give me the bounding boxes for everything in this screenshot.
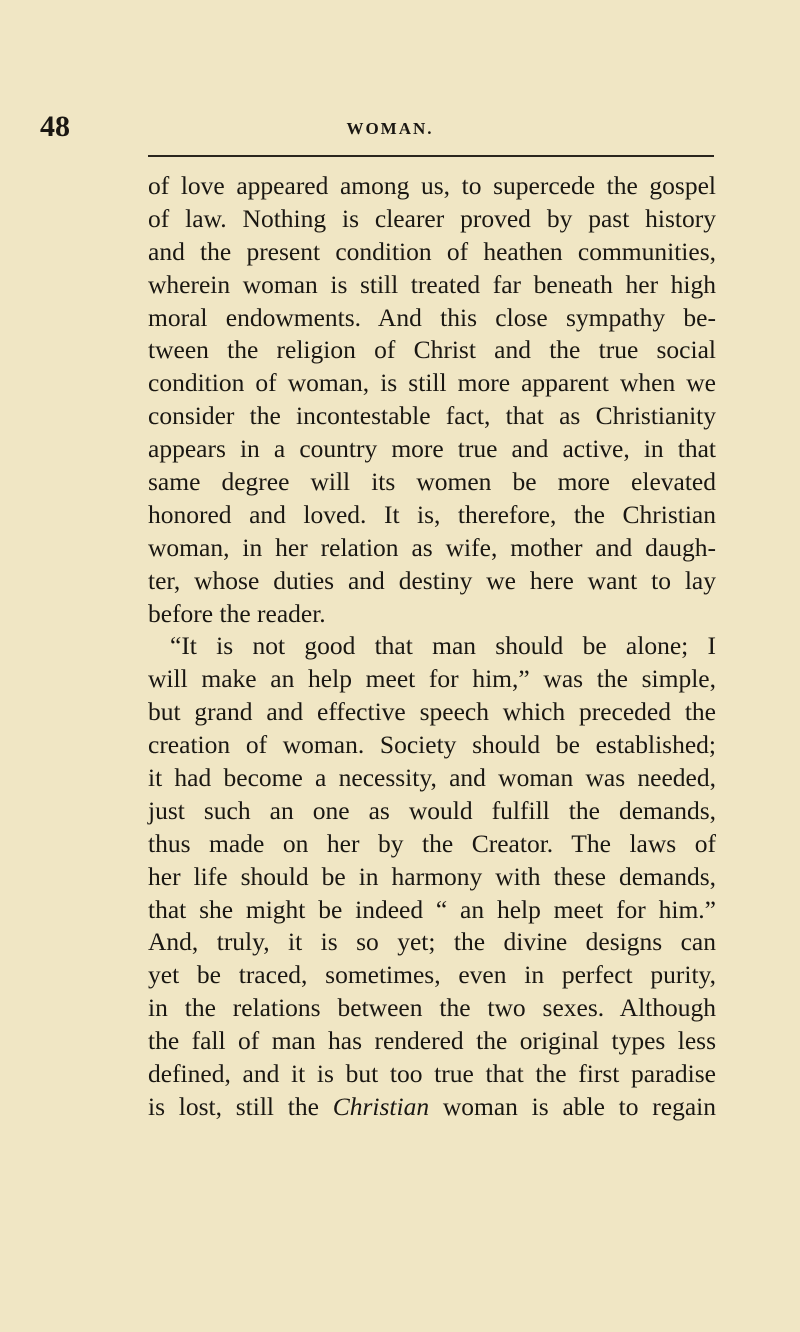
text-line: moral endowments. And this close sympathy be- [148,302,716,332]
body-text [148,170,716,1124]
text-line: woman, in her relation as wife, mother and daugh- [148,532,716,562]
text-line: honored and loved. It is, therefore, the Christian [148,499,716,529]
page-header [40,112,740,142]
text-line: appears in a country more true and active, in that [148,434,716,464]
running-title: WOMAN. [346,119,434,138]
paragraph-end-line: before the reader. [148,598,326,628]
text-line: thus made on her by the Creator. The laws of [148,828,716,858]
text-line-final [148,1091,716,1124]
text-fragment: woman is able to regain [429,1091,716,1121]
text-line: will make an help meet for him,” was the simple, [148,664,716,694]
text-line: consider the incontestable fact, that as Christianity [148,401,716,431]
text-line: just such an one as would fulfill the demands, [148,795,716,825]
text-line: of law. Nothing is clearer proved by past history [148,203,716,233]
text-line: creation of woman. Society should be established; [148,730,716,760]
text-line: wherein woman is still treated far beneath her high [148,269,716,299]
text-line: her life should be in harmony with these demands, [148,861,716,891]
text-line: condition of woman, is still more apparent when we [148,368,716,398]
text-line: tween the religion of Christ and the true social [148,335,716,365]
text-line: And, truly, it is so yet; the divine designs can [148,927,716,957]
text-line: defined, and it is but too true that the first paradise [148,1059,716,1089]
text-line: and the present condition of heathen communities, [148,236,716,266]
italic-word: Christian [332,1091,430,1121]
text-fragment: is lost, still the [148,1091,333,1121]
paragraph-start-line: “It is not good that man should be alone; I [170,631,716,661]
header-rule [148,155,714,157]
text-line: but grand and effective speech which preceded the [148,697,716,727]
text-line: the fall of man has rendered the original types less [148,1026,716,1056]
text-line: same degree will its women be more elevated [148,467,716,497]
text-line: of love appeared among us, to supercede the gospel [148,171,716,200]
text-line: it had become a necessity, and woman was needed, [148,763,716,793]
page-number: 48 [40,110,70,143]
text-line: that she might be indeed “ an help meet for him.” [148,894,716,924]
text-line: in the relations between the two sexes. Although [148,993,716,1023]
text-line: ter, whose duties and destiny we here want to lay [148,565,716,595]
text-line: yet be traced, sometimes, even in perfect purity, [148,960,716,990]
